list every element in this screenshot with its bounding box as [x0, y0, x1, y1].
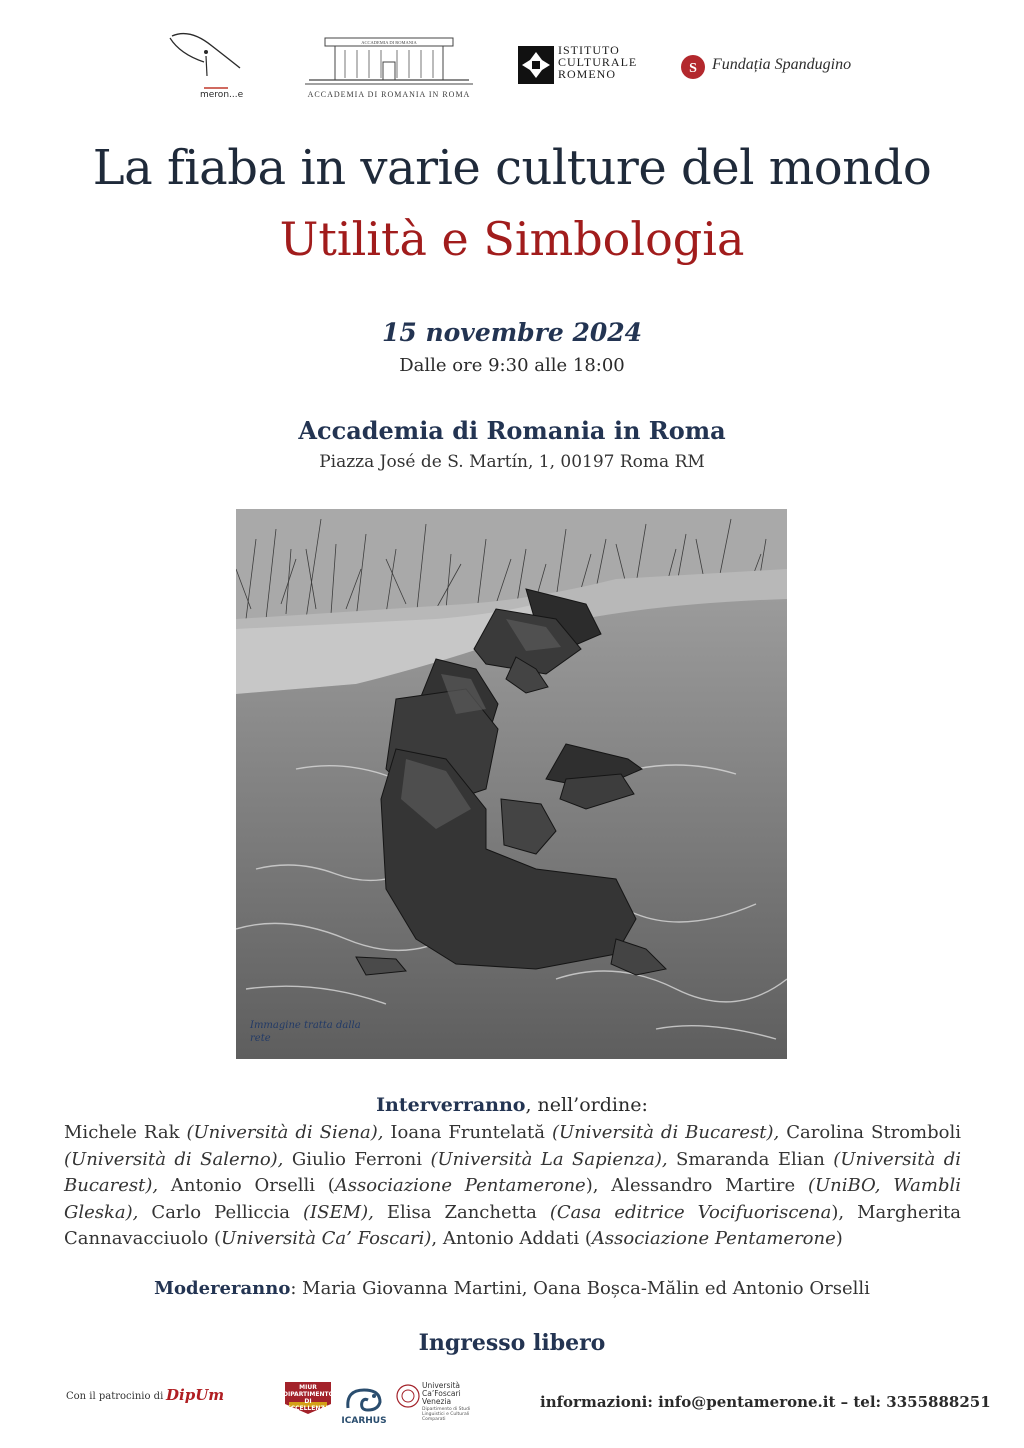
miur-badge — [283, 1380, 333, 1416]
speaker-name: Smaranda Elian — [667, 1148, 834, 1170]
foscari-seal-icon — [396, 1384, 420, 1408]
icr-logo-text — [558, 44, 637, 80]
speaker-name: Elisa Zanchetta — [373, 1201, 550, 1223]
logo-row — [0, 22, 1024, 112]
river-rocks-photo — [236, 509, 787, 1059]
speakers-heading-bold: Interverranno — [376, 1094, 526, 1116]
free-entry-label: Ingresso libero — [418, 1330, 606, 1356]
speaker-affiliation: (ISEM), — [303, 1201, 374, 1223]
speaker-affiliation: (Università di Bucarest), — [552, 1122, 780, 1143]
accademia-building-text: ACCADEMIA DI ROMANIA — [361, 40, 417, 45]
contact-info: informazioni: info@pentamerone.it – tel: 3355888251 — [540, 1393, 991, 1411]
speaker-name: ), Alessandro Martire — [585, 1175, 808, 1196]
speaker-name: Michele Rak — [64, 1122, 187, 1143]
speaker-affiliation: Associazione Pentamerone — [334, 1175, 586, 1196]
speakers-heading — [0, 1094, 1024, 1116]
moderators-names: Maria Giovanna Martini, Oana Boșca-Mălin ed Antonio Orselli — [302, 1278, 870, 1299]
icarhus-logo — [338, 1382, 390, 1428]
speaker-name: Giulio Ferroni — [283, 1148, 431, 1170]
moderators-label: Modereranno — [154, 1278, 291, 1299]
event-venue: Accademia di Romania in Roma — [298, 416, 726, 445]
speaker-name: Antonio Orselli ( — [158, 1175, 335, 1196]
fundatia-logo — [680, 52, 880, 82]
speaker-name: ) — [835, 1228, 843, 1249]
speaker-name: , Antonio Addati ( — [431, 1228, 592, 1249]
miur-badge-text: MIUR DIPARTIMENTO DI ECCELLENZA — [283, 1384, 334, 1412]
event-hours: Dalle ore 9:30 alle 18:00 — [399, 355, 625, 376]
icr-line-3: ROMENO — [558, 67, 617, 81]
event-address: Piazza José de S. Martín, 1, 00197 Roma RM — [319, 452, 705, 472]
speaker-name: ), Margherita Cannavacciuolo ( — [64, 1201, 961, 1249]
speaker-affiliation: (Casa editrice Vocifuoriscena — [549, 1201, 832, 1223]
icr-line-1: ISTITUTO — [558, 43, 620, 57]
moderators-line — [0, 1278, 1024, 1299]
speakers-list — [64, 1120, 961, 1253]
fundatia-logo-text: Fundația Spandugino — [712, 56, 852, 73]
svg-text:S: S — [689, 61, 697, 76]
event-title: La fiaba in varie culture del mondo — [92, 140, 932, 196]
fundatia-seal-icon — [680, 54, 706, 80]
speaker-name: Carolina Stromboli — [779, 1122, 961, 1143]
icr-logo — [518, 44, 638, 88]
event-date: 15 novembre 2024 — [381, 318, 643, 347]
patronage-label: Con il patrocinio di — [66, 1391, 164, 1402]
photo-caption: Immagine tratta dalla rete — [250, 1020, 361, 1044]
accademia-logo-text: ACCADEMIA DI ROMANIA IN ROMA — [307, 90, 471, 99]
accademia-logo — [305, 32, 473, 102]
speaker-name: Ioana Fruntelată — [383, 1122, 553, 1143]
speaker-affiliation: (Università La Sapienza), — [430, 1148, 668, 1170]
icr-line-2: CULTURALE — [558, 55, 638, 69]
speaker-affiliation: (UniBO, Wambli Gleska), — [64, 1175, 962, 1223]
icarhus-logo-text: ICARHUS — [341, 1416, 387, 1426]
chameleon-icon — [338, 1382, 390, 1416]
speakers-heading-rest: , nell’ordine: — [525, 1094, 648, 1116]
speaker-affiliation: Università Ca’ Foscari) — [221, 1228, 432, 1249]
meron-logo-text: meron...e — [200, 90, 244, 100]
foscari-dept: Dipartimento di Studi Linguistici e Culturali Comparati — [422, 1407, 471, 1422]
foscari-logo — [396, 1382, 486, 1422]
foscari-name: Università Ca’Foscari Venezia — [422, 1381, 461, 1406]
footer — [0, 1378, 1024, 1438]
speaker-name: Carlo Pelliccia — [138, 1201, 304, 1223]
event-subtitle: Utilità e Simbologia — [279, 212, 745, 266]
moderators-colon: : — [290, 1278, 303, 1299]
speaker-affiliation: Associazione Pentamerone — [591, 1228, 836, 1249]
speaker-affiliation: (Università di Salerno), — [64, 1148, 284, 1170]
dipum-logo: DipUm — [166, 1386, 225, 1404]
meron-logo — [160, 26, 250, 110]
speaker-affiliation: (Università di Bucarest), — [64, 1148, 961, 1196]
speaker-affiliation: (Università di Siena), — [186, 1122, 384, 1143]
